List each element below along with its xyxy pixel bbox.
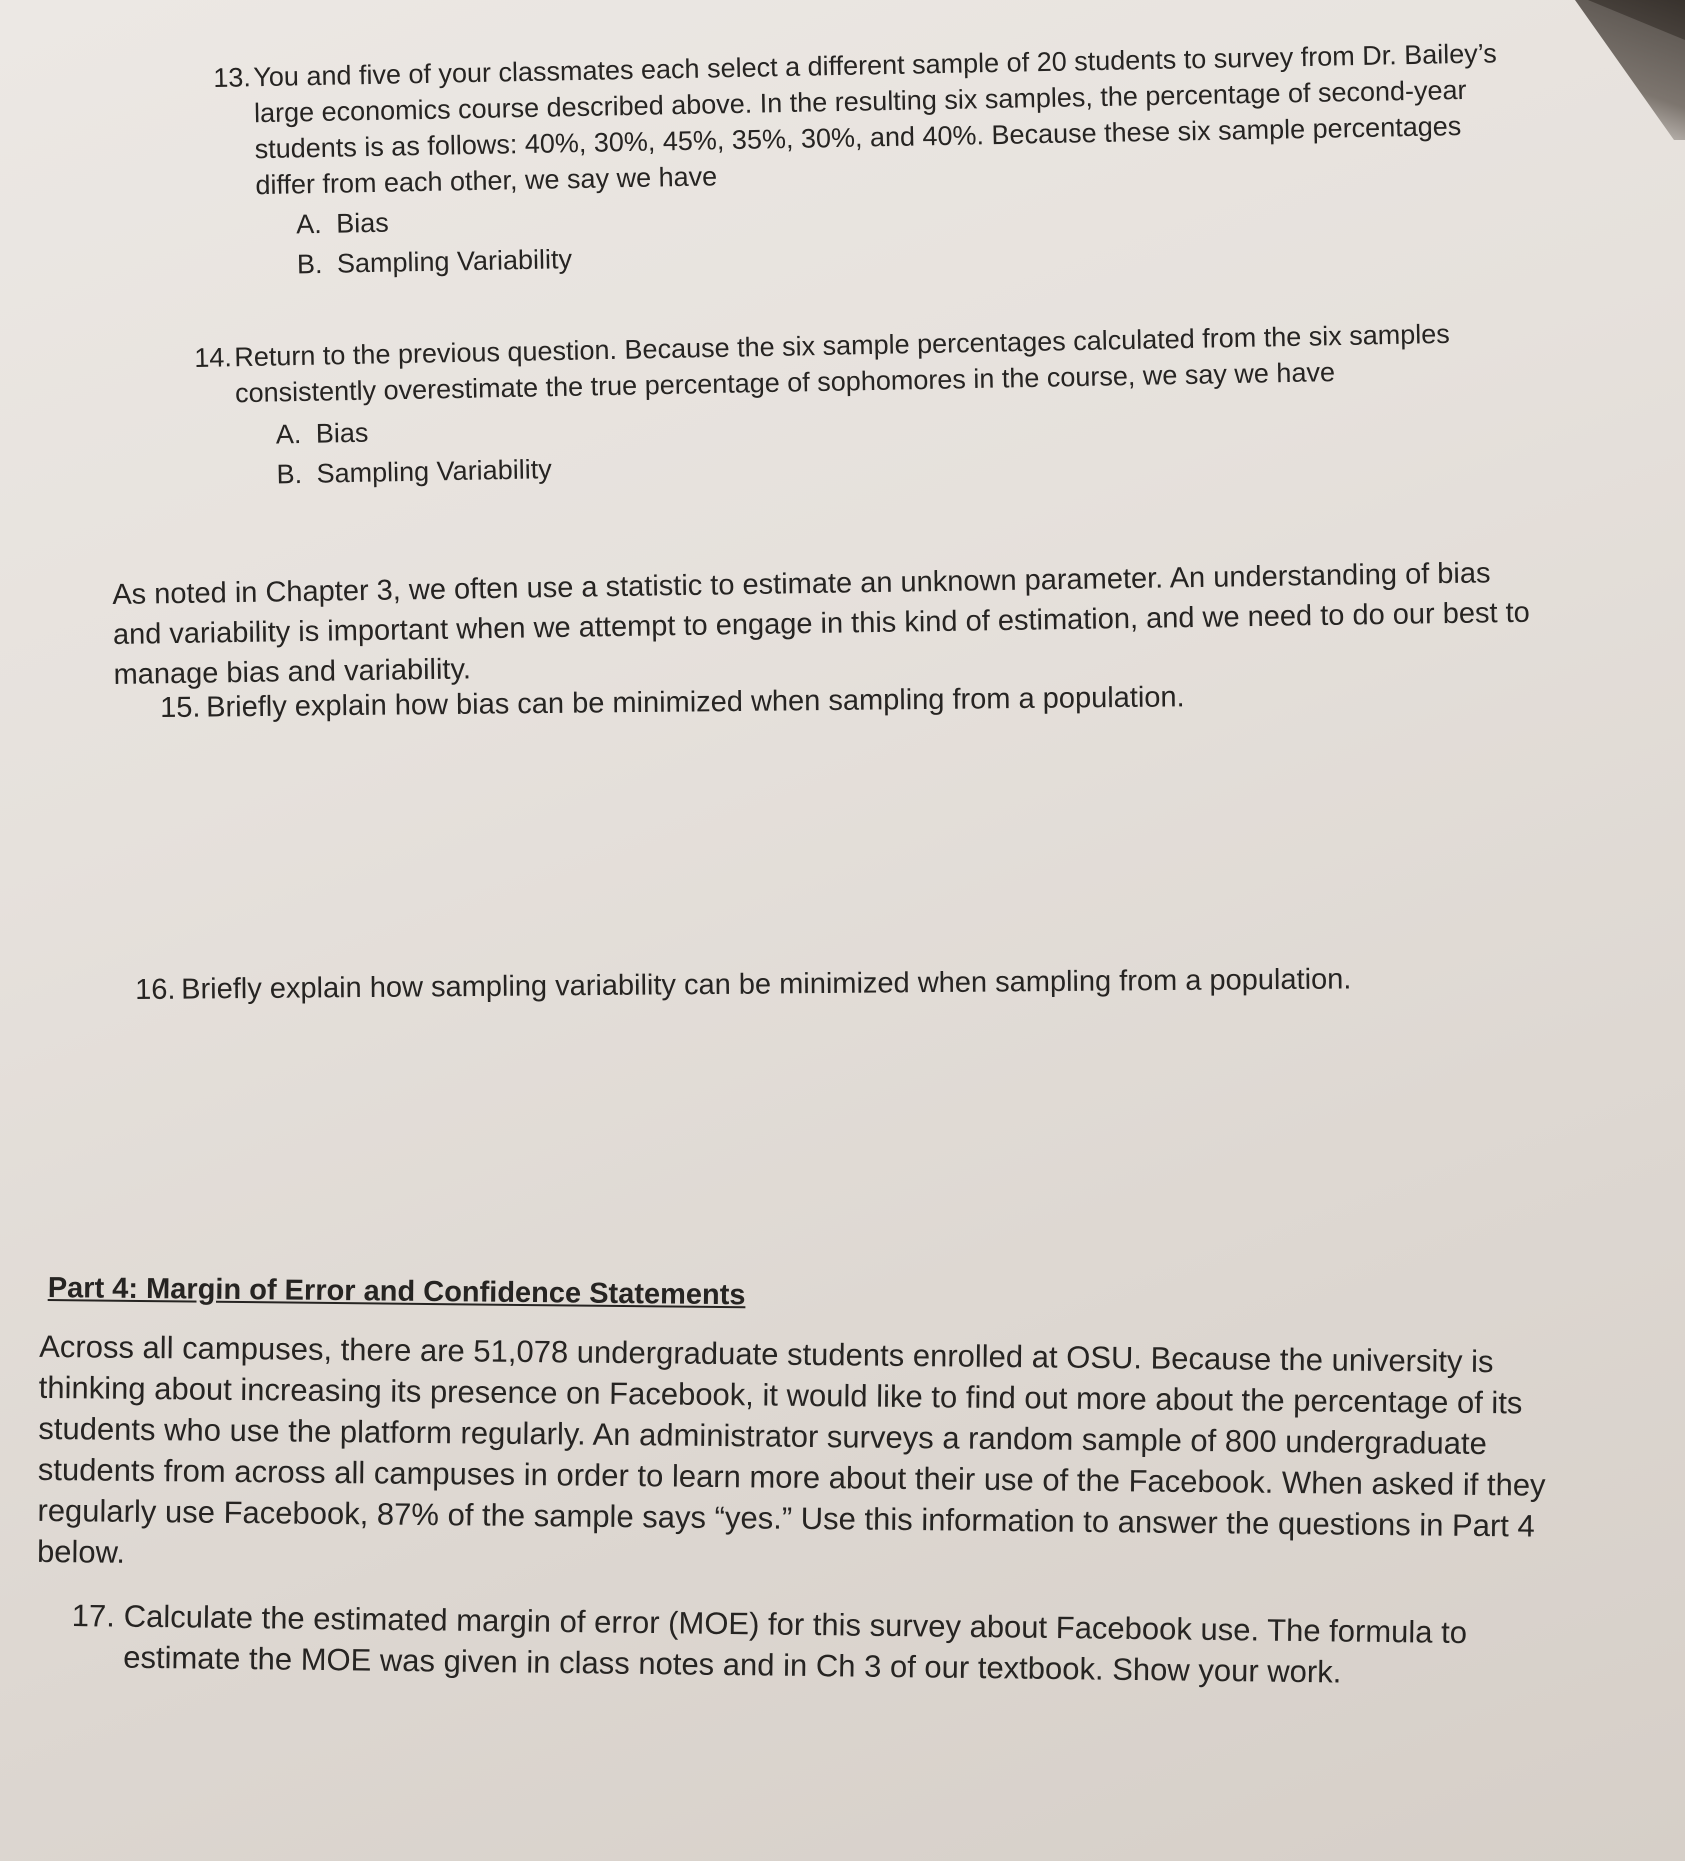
- question-number: 17.: [71, 1597, 116, 1634]
- question-number: 13.: [213, 62, 252, 93]
- question-text: Briefly explain how bias can be minimized when sampling from a population.: [206, 681, 1185, 724]
- option-letter: B.: [296, 248, 323, 280]
- option-letter: B.: [276, 458, 303, 490]
- question-text: Return to the previous question. Because the six sample percentages calculated from the six samples consistently overestimate the true percentage of sophomores in the course, we say we have: [234, 318, 1451, 409]
- part-4-paragraph: Across all campuses, there are 51,078 undergraduate students enrolled at OSU. Because the university is thinking about increasing its presence on Facebook, it would like to find out more about the percentage of its students who use the platform regularly. An administrator surveys a random sample of 800 undergraduate students from across all campuses in order to learn more about their use of the Facebook. When asked if they regularly use Facebook, 87% of the sample says “yes.” Use this information to answer the questions in Part 4 below.: [36, 1328, 1546, 1570]
- question-text: Calculate the estimated margin of error (MOE) for this survey about Facebook use. The formula to estimate the MOE was given in class notes and in Ch 3 of our textbook. Show your work.: [123, 1598, 1468, 1690]
- option-label: Sampling Variability: [316, 454, 552, 489]
- option-letter: A.: [275, 418, 302, 450]
- option-letter: A.: [295, 208, 322, 240]
- question-text: You and five of your classmates each select a different sample of 20 students to survey from Dr. Bailey’s large economics course described above. In the resulting six samples, the percentage of second-year students is as follows: 40%, 30%, 45%, 35%, 30%, and 40%. Because these six sample percentages differ from each other, we say we have: [253, 38, 1498, 201]
- option-label: Bias: [335, 207, 389, 239]
- question-number: 16.: [135, 973, 176, 1006]
- question-number: 15.: [160, 691, 201, 724]
- question-text: Briefly explain how sampling variability can be minimized when sampling from a population.: [181, 963, 1352, 1006]
- question-number: 14.: [194, 342, 233, 373]
- question-13: [213, 35, 1517, 286]
- question-16: [135, 958, 1555, 1010]
- question-14: [194, 315, 1517, 496]
- option-label: Sampling Variability: [336, 244, 573, 279]
- option-label: Bias: [315, 417, 369, 449]
- part-4-heading: Part 4: Margin of Error and Confidence Statements: [47, 1271, 746, 1312]
- question-17: [71, 1595, 1572, 1695]
- part-4-section: [36, 1270, 1608, 1588]
- bias-variability-intro: As noted in Chapter 3, we often use a statistic to estimate an unknown parameter. An understanding of bias and variability is important when we attempt to engage in this kind of estimation, and we need to do our best to manage bias and variability.: [112, 557, 1531, 691]
